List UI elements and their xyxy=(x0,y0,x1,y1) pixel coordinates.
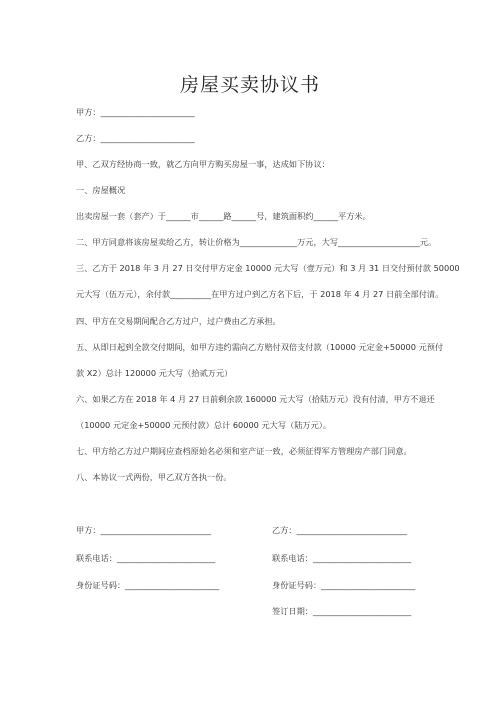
section-1-body: 出卖房屋一套（套产）于______市______路______号，建筑面积约______平方米。 xyxy=(76,211,371,221)
section-6-line-1: 六、如果乙方在 2018 年 4 月 27 日前剩余款 160000 元大写（拾陆万元）没有付清，甲方不退还 xyxy=(76,394,435,404)
section-3-line-2: 元大写（伍万元），余付款__________在甲方过户到乙方名下后，于 2018 年 4 月 27 日前全部付清。 xyxy=(76,289,444,299)
signature-party-b: 乙方：___________________________ xyxy=(272,525,408,535)
document-title: 房屋买卖协议书 xyxy=(179,74,320,96)
id-party-b: 身份证号码：_______________________ xyxy=(272,580,416,590)
id-party-a: 身份证号码：_______________________ xyxy=(76,580,220,590)
section-3-line-1: 三、乙方于 2018 年 3 月 27 日交付甲方定金 10000 元大写（壹万元）和 3 月 31 日交付预付款 50000 xyxy=(76,263,460,273)
party-b-line: 乙方：_______________________ xyxy=(76,133,195,143)
section-1-heading: 一、房屋概况 xyxy=(76,185,126,195)
section-5-line-1: 五、从即日起到全款交付期间，如甲方违约需向乙方赔付双倍支付款（10000 元定金+50000 元预付 xyxy=(76,342,444,352)
phone-party-b: 联系电话：________________________ xyxy=(272,553,412,563)
section-8: 八、本协议一式两份，甲乙双方各执一份。 xyxy=(76,472,232,482)
section-7: 七、甲方给乙方过户期间应查档原始名必须和室产证一致，必须征得军方管理房产部门同意。 xyxy=(76,446,412,456)
signing-date: 签订日期：________________________ xyxy=(272,606,412,616)
phone-party-a: 联系电话：________________________ xyxy=(76,553,216,563)
section-4: 四、甲方在交易期间配合乙方过户，过户费由乙方承担。 xyxy=(76,316,281,326)
section-2: 二、甲方同意将该房屋卖给乙方，转让价格为______________万元，大写____________________元。 xyxy=(76,237,437,247)
party-a-line: 甲方：_______________________ xyxy=(76,107,195,117)
signature-party-a: 甲方：___________________________ xyxy=(76,525,212,535)
section-6-line-2: （10000 元定金+50000 元预付款）总计 60000 元大写（陆万元）。 xyxy=(76,420,332,430)
section-5-line-2: 款 X2）总计 120000 元大写（拾贰万元） xyxy=(76,368,233,378)
intro-paragraph: 甲、乙双方经协商一致，就乙方向甲方购买房屋一事，达成如下协议： xyxy=(76,159,330,169)
